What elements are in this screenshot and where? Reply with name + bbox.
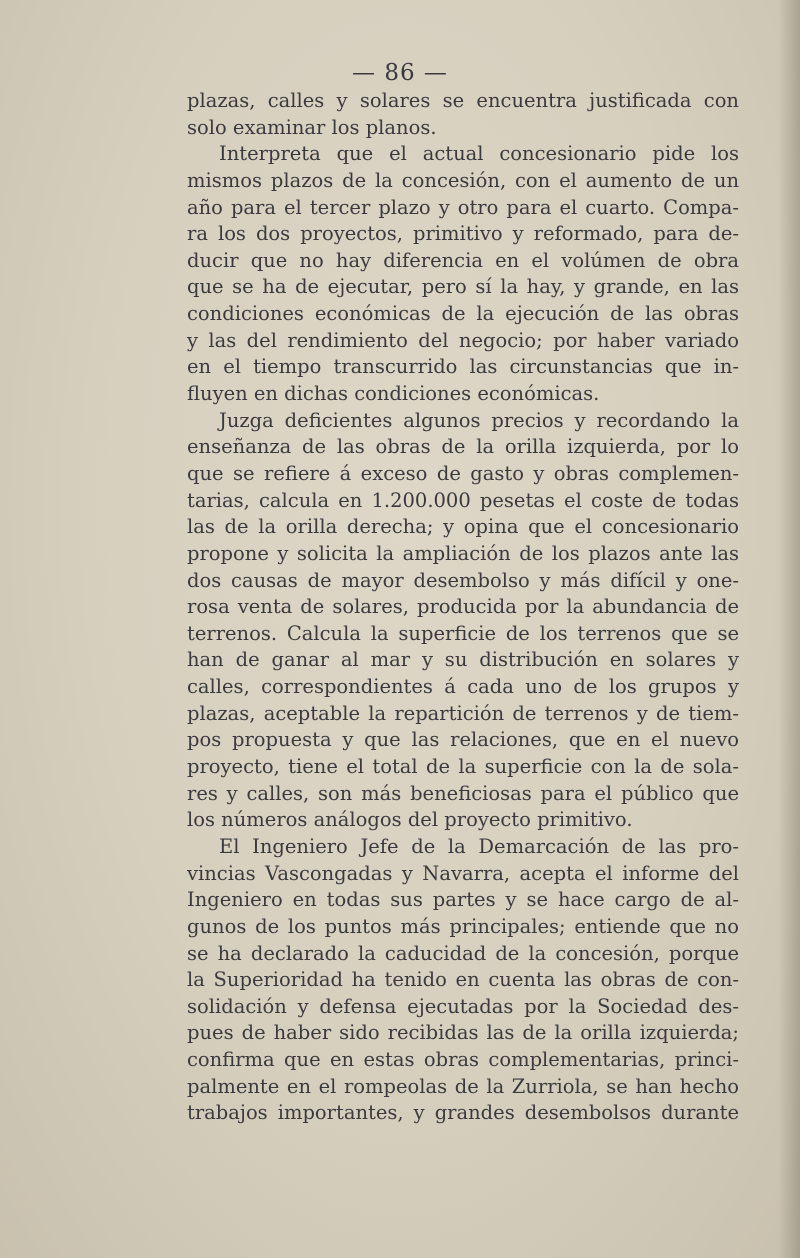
text-line: los números análogos del proyecto primitivo. [187,808,633,832]
text-line: rosa venta de solares, producida por la abundancia de [187,595,739,619]
page-number: — 86 — [352,60,448,86]
text-line: propone y solicita la ampliación de los plazos ante las [187,541,739,565]
text-line: trabajos importantes, y grandes desembolsos durante [187,1101,739,1125]
text-line: dos causas de mayor desembolso y más difícil y one- [187,568,739,592]
text-line: pues de haber sido recibidas las de la orilla izquierda; [187,1021,739,1045]
text-line: que se refiere á exceso de gasto y obras complemen- [187,461,739,485]
text-line: palmente en el rompeolas de la Zurriola, se han hecho [187,1074,739,1098]
text-line: ducir que no hay diferencia en el volúmen de obra [187,248,739,272]
text-line: plazas, aceptable la repartición de terrenos y de tiem- [187,701,739,725]
text-line: mismos plazos de la concesión, con el aumento de un [187,168,739,192]
text-line: solo examinar los planos. [187,115,437,139]
text-line: calles, correspondientes á cada uno de los grupos y [187,675,739,699]
text-line: en el tiempo transcurrido las circunstancias que in- [187,355,739,379]
text-line: terrenos. Calcula la superficie de los terrenos que se [187,621,739,645]
text-line: El Ingeniero Jefe de la Demarcación de las pro- [219,834,739,858]
page-edge-shadow [778,0,800,1258]
text-line: enseñanza de las obras de la orilla izquierda, por lo [187,435,739,459]
text-line: confirma que en estas obras complementarias, princi- [187,1048,739,1072]
text-line: y las del rendimiento del negocio; por haber variado [187,328,739,352]
text-line: res y calles, son más beneficiosas para el público que [187,781,739,805]
text-line: que se ha de ejecutar, pero sí la hay, y grande, en las [187,275,739,299]
text-line: plazas, calles y solares se encuentra justificada con [187,89,739,112]
text-line: ra los dos proyectos, primitivo y reformado, para de- [187,222,739,246]
text-line: gunos de los puntos más principales; entiende que no [187,914,739,938]
text-line: año para el tercer plazo y otro para el cuarto. Compa- [187,195,739,219]
text-line: se ha declarado la caducidad de la concesión, porque [187,941,739,965]
text-line: tarias, calcula en 1.200.000 pesetas el coste de todas [187,488,739,512]
text-line: Ingeniero en todas sus partes y se hace cargo de al- [187,888,739,912]
text-line: han de ganar al mar y su distribución en solares y [187,648,739,672]
text-line: fluyen en dichas condiciones económicas. [187,382,600,406]
text-line: las de la orilla derecha; y opina que el concesionario [187,515,739,539]
text-line: la Superioridad ha tenido en cuenta las obras de con- [187,968,739,992]
text-line: solidación y defensa ejecutadas por la Sociedad des- [187,994,739,1018]
text-line: Juzga deficientes algunos precios y recordando la [219,408,739,432]
body-text [187,88,739,1127]
text-line: proyecto, tiene el total de la superficie con la de sola- [187,755,739,779]
text-line: pos propuesta y que las relaciones, que en el nuevo [187,728,739,752]
text-line: Interpreta que el actual concesionario pide los [219,142,739,166]
text-line: condiciones económicas de la ejecución de las obras [187,302,739,326]
text-line: vincias Vascongadas y Navarra, acepta el informe del [187,861,739,885]
